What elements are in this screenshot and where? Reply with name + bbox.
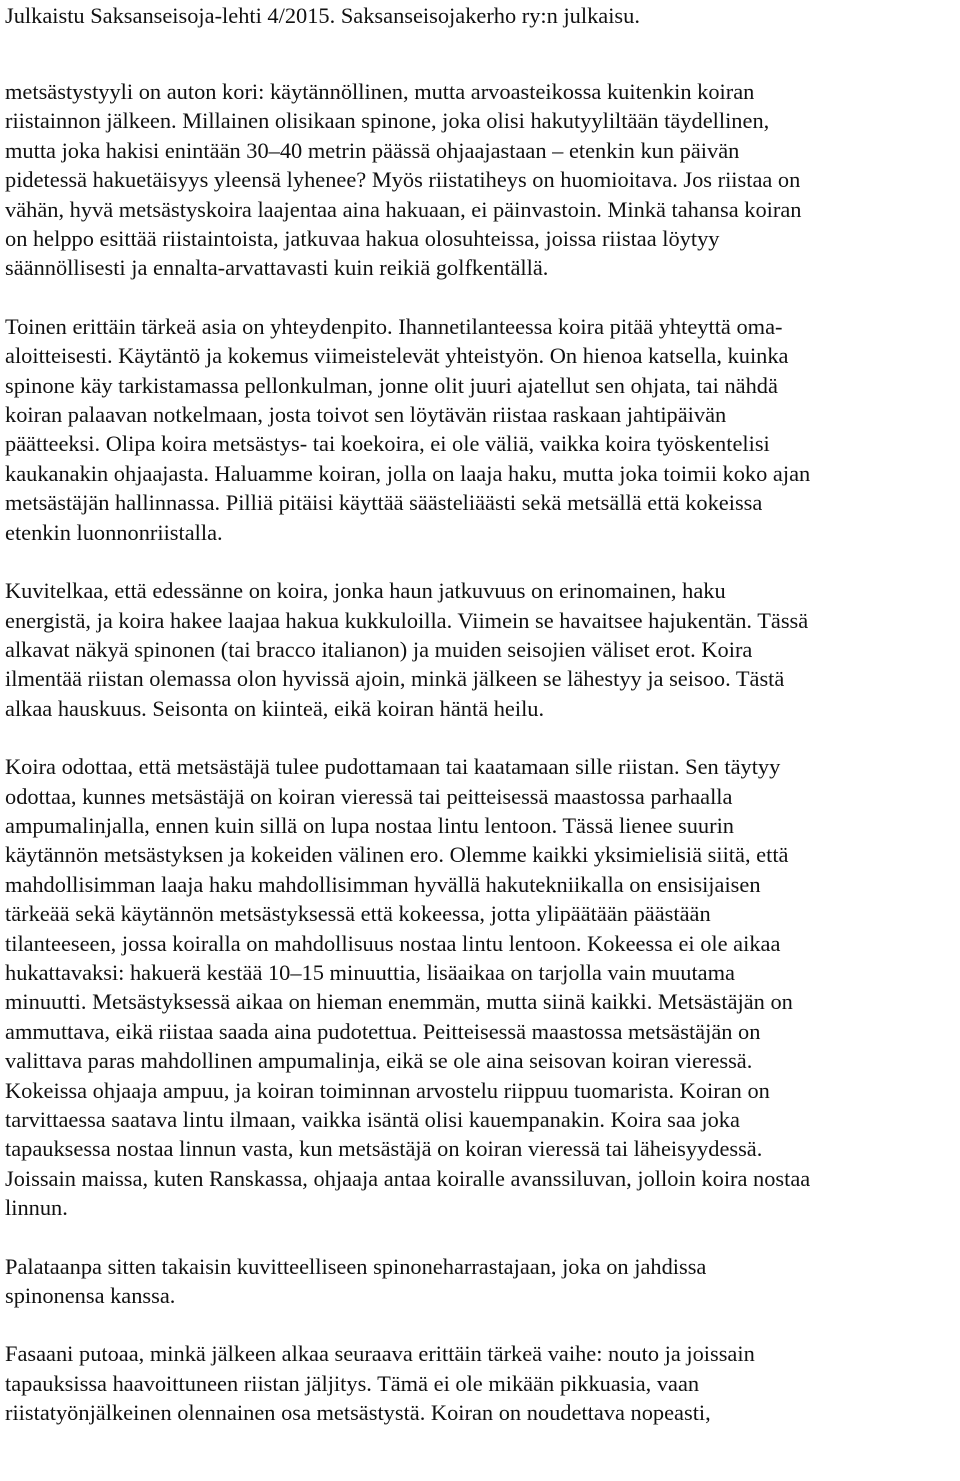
text-line: spinonensa kanssa. <box>5 1283 176 1309</box>
paragraph-imagine-dog <box>5 576 957 723</box>
text-line: energistä, ja koira hakee laajaa hakua kukkuloilla. Viimein se havaitsee hajukentän. Tässä <box>5 607 809 633</box>
text-line: aloitteisesti. Käytäntö ja kokemus viimeistelevät yhteistyön. On hienoa katsella, kuinka <box>5 343 789 369</box>
paragraph-retrieve <box>5 1339 957 1427</box>
text-line: käytännön metsästyksen ja kokeiden välinen ero. Olemme kaikki yksimielisiä siitä, että <box>5 842 789 868</box>
paragraph-hunting-style <box>5 77 957 283</box>
paragraph-hunter-waits <box>5 752 957 1223</box>
text-line: metsästäjän hallinnassa. Pilliä pitäisi käyttää säästeliäästi sekä metsällä että kokeissa <box>5 490 763 516</box>
text-line: tilanteeseen, jossa koiralla on mahdollisuus nostaa lintu lentoon. Kokeessa ei ole aikaa <box>5 930 781 956</box>
text-line: valittava paras mahdollinen ampumalinja, eikä se ole aina seisovan koiran vieressä. <box>5 1048 753 1074</box>
text-line: Kuvitelkaa, että edessänne on koira, jonka haun jatkuvuus on erinomainen, haku <box>5 578 726 604</box>
text-line: hukattavaksi: hakuerä kestää 10–15 minuuttia, lisäaikaa on tarjolla vain muutama <box>5 959 735 985</box>
text-line: Toinen erittäin tärkeä asia on yhteydenpito. Ihannetilanteessa koira pitää yhteyttä oma- <box>5 313 783 339</box>
text-line: kaukanakin ohjaajasta. Haluamme koiran, jolla on laaja haku, mutta joka toimii koko ajan <box>5 460 811 486</box>
header-spacing <box>5 30 957 77</box>
text-line: mahdollisimman laaja haku mahdollisimman hyvällä hakutekniikalla on ensisijaisen <box>5 871 761 897</box>
text-line: säännöllisesti ja ennalta-arvattavasti kuin reikiä golfkentällä. <box>5 255 549 281</box>
text-line: mutta joka hakisi enintään 30–40 metrin päässä ohjaajastaan – etenkin kun päivän <box>5 137 740 163</box>
text-line: ammuttava, eikä riistaa saada aina pudotettua. Peitteisessä maastossa metsästäjän on <box>5 1018 761 1044</box>
text-line: alkavat näkyä spinonen (tai bracco italianon) ja muiden seisojien väliset erot. Koira <box>5 636 753 662</box>
text-line: Fasaani putoaa, minkä jälkeen alkaa seuraava erittäin tärkeä vaihe: nouto ja joissain <box>5 1341 755 1367</box>
text-line: koiran palaavan notkelmaan, josta toivot sen löytävän riistaa raskaan jahtipäivän <box>5 402 727 428</box>
text-line: on helppo esittää riistaintoista, jatkuvaa hakua olosuhteissa, joissa riistaa löytyy <box>5 226 720 252</box>
text-line: pidetessä hakuetäisyys yleensä lyhenee? Myös riistatiheys on huomioitava. Jos riistaa on <box>5 167 801 193</box>
document-page <box>5 0 957 1428</box>
paragraph-spacing <box>5 547 957 576</box>
publication-header: Julkaistu Saksanseisoja-lehti 4/2015. Saksanseisojakerho ry:n julkaisu. <box>5 3 640 28</box>
text-line: tärkeää sekä käytännön metsästyksessä että kokeessa, jotta ylipäätään päästään <box>5 901 711 927</box>
text-line: vähän, hyvä metsästyskoira laajentaa aina hakuaan, ei päinvastoin. Minkä tahansa koiran <box>5 196 802 222</box>
text-line: ilmentää riistan olemassa olon hyvissä ajoin, minkä jälkeen se lähestyy ja seisoo. Tästä <box>5 666 785 692</box>
text-line: tapauksissa haavoittuneen riistan jäljitys. Tämä ei ole mikään pikkuasia, vaan <box>5 1370 700 1396</box>
text-line: etenkin luonnonriistalla. <box>5 519 223 545</box>
text-line: päätteeksi. Olipa koira metsästys- tai koekoira, ei ole väliä, vaikka koira työskentelisi <box>5 431 770 457</box>
paragraph-contact <box>5 312 957 547</box>
paragraph-spacing <box>5 283 957 312</box>
text-line: riistainnon jälkeen. Millainen olisikaan spinone, joka olisi hakutyyliltään täydellinen, <box>5 108 770 134</box>
text-line: alkaa hauskuus. Seisonta on kiinteä, eikä koiran häntä heilu. <box>5 695 545 721</box>
text-line: spinone käy tarkistamassa pellonkulman, jonne olit juuri ajatellut sen ohjata, tai nähdä <box>5 372 778 398</box>
paragraph-spacing <box>5 1223 957 1252</box>
text-line: tarvittaessa saatava lintu ilmaan, vaikka isäntä olisi kauempanakin. Koira saa joka <box>5 1107 740 1132</box>
text-line: Palataanpa sitten takaisin kuvitteelliseen spinoneharrastajaan, joka on jahdissa <box>5 1253 707 1279</box>
text-line: riistatyönjälkeinen olennainen osa metsästystä. Koiran on noudettava nopeasti, <box>5 1400 711 1426</box>
text-line: Joissain maissa, kuten Ranskassa, ohjaaja antaa koiralle avanssiluvan, jolloin koira nostaa <box>5 1165 811 1191</box>
text-line: Koira odottaa, että metsästäjä tulee pudottamaan tai kaatamaan sille riistan. Sen täytyy <box>5 754 781 780</box>
text-line: Kokeissa ohjaaja ampuu, ja koiran toiminnan arvostelu riippuu tuomarista. Koiran on <box>5 1077 770 1103</box>
paragraph-spacing <box>5 1310 957 1339</box>
text-line: ampumalinjalla, ennen kuin sillä on lupa nostaa lintu lentoon. Tässä lienee suurin <box>5 812 734 838</box>
text-line: tapauksessa nostaa linnun vasta, kun metsästäjä on koiran vieressä tai läheisyydessä. <box>5 1136 763 1162</box>
paragraph-spacing <box>5 723 957 752</box>
text-line: odottaa, kunnes metsästäjä on koiran vieressä tai peitteisessä maastossa parhaalla <box>5 783 733 809</box>
text-line: metsästystyyli on auton kori: käytännöllinen, mutta arvoasteikossa kuitenkin koiran <box>5 79 755 104</box>
text-line: linnun. <box>5 1195 68 1221</box>
text-line: minuutti. Metsästyksessä aikaa on hieman enemmän, mutta siinä kaikki. Metsästäjän on <box>5 989 793 1015</box>
paragraph-return <box>5 1252 957 1311</box>
